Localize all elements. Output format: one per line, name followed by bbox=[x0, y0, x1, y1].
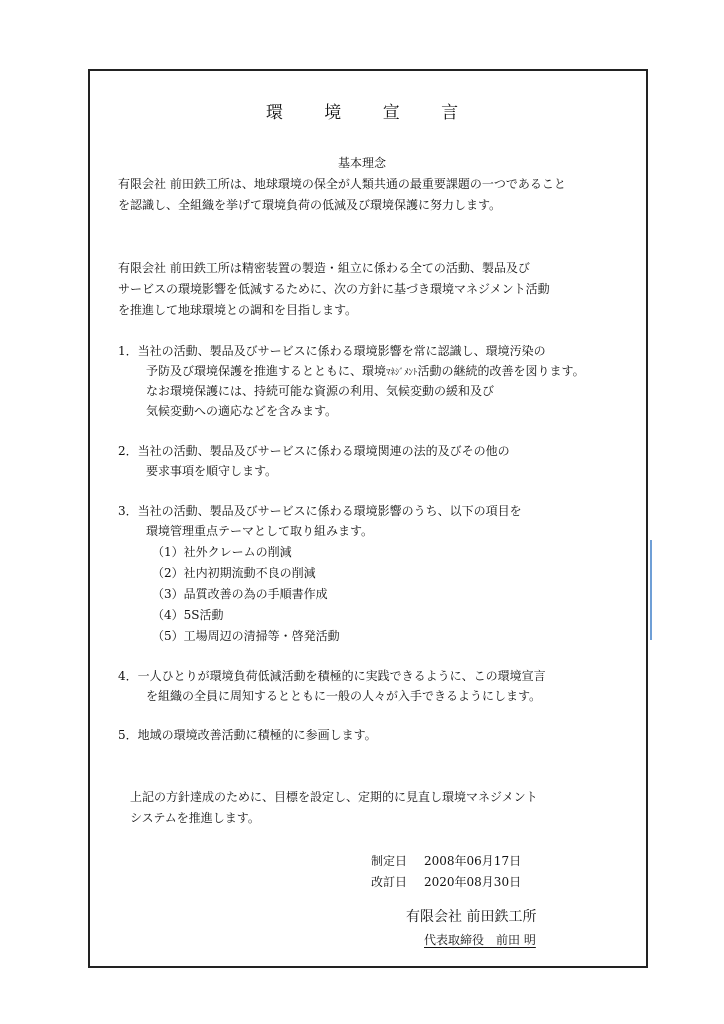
policy-item-1-text: 予防及び環境保護を推進するとともに、環境 bbox=[146, 364, 387, 378]
policy-item-3-sub: （1）社外クレームの削減 bbox=[152, 545, 292, 559]
policy-item-3-line: 3．当社の活動、製品及びサービスに係わる環境影響のうち、以下の項目を bbox=[118, 504, 522, 518]
policy-item-4-line: 4．一人ひとりが環境負荷低減活動を積極的に実践できるように、この環境宣言 bbox=[118, 669, 546, 683]
policy-item-1-line: なお環境保護には、持続可能な資源の利用、気候変動の緩和及び bbox=[146, 384, 495, 398]
policy-item-3-line: 環境管理重点テーマとして取り組みます。 bbox=[146, 524, 374, 538]
margin-accent-line bbox=[650, 540, 652, 640]
policy-item-1-text: 活動の継続的改善を図ります。 bbox=[417, 364, 585, 378]
revised-date-label: 改訂日 bbox=[371, 875, 408, 889]
policy-intro-line: サービスの環境影響を低減するために、次の方針に基づき環境マネジメント活動 bbox=[118, 282, 550, 296]
closing-line: 上記の方針達成のために、目標を設定し、定期的に見直し環境マネジメント bbox=[130, 790, 538, 804]
basic-philosophy-line: を認識し、全組織を挙げて環境負荷の低減及び環境保護に努力します。 bbox=[118, 198, 502, 212]
policy-item-3-sub: （5）工場周辺の清掃等・啓発活動 bbox=[152, 629, 340, 643]
basic-philosophy-line: 有限会社 前田鉄工所は、地球環境の保全が人類共通の最重要課題の一つであること bbox=[118, 177, 566, 191]
policy-item-1-line: 1．当社の活動、製品及びサービスに係わる環境影響を常に認識し、環境汚染の bbox=[118, 344, 546, 358]
policy-item-3-sub: （4）5S活動 bbox=[152, 608, 224, 622]
policy-intro-line: を推進して地球環境との調和を目指します。 bbox=[118, 303, 358, 317]
policy-item-4-line: を組織の全員に周知するとともに一般の人々が入手できるようにします。 bbox=[146, 689, 542, 703]
representative-name: 代表取締役 前田 明 bbox=[424, 933, 536, 947]
policy-item-2-line: 2．当社の活動、製品及びサービスに係わる環境関連の法的及びその他の bbox=[118, 444, 510, 458]
policy-item-1-line bbox=[146, 364, 585, 380]
closing-line: システムを推進します。 bbox=[130, 811, 260, 825]
policy-item-3-sub: （3）品質改善の為の手順書作成 bbox=[152, 587, 328, 601]
page-title: 環 境 宣 言 bbox=[265, 103, 477, 123]
established-date-label: 制定日 bbox=[371, 854, 408, 868]
policy-intro-line: 有限会社 前田鉄工所は精密装置の製造・組立に係わる全ての活動、製品及び bbox=[118, 261, 530, 275]
policy-item-1-line: 気候変動への適応などを含みます。 bbox=[146, 404, 338, 418]
policy-item-3-sub: （2）社内初期流動不良の削減 bbox=[152, 566, 316, 580]
revised-date-value: 2020年08月30日 bbox=[424, 875, 522, 889]
policy-item-1-narrow-text: ﾏﾈｼﾞﾒﾝﾄ bbox=[386, 368, 418, 378]
established-date-value: 2008年06月17日 bbox=[424, 854, 522, 868]
company-name: 有限会社 前田鉄工所 bbox=[406, 909, 537, 925]
policy-item-2-line: 要求事項を順守します。 bbox=[146, 464, 278, 478]
basic-philosophy-heading: 基本理念 bbox=[337, 156, 386, 170]
policy-item-5-line: 5．地域の環境改善活動に積極的に参画します。 bbox=[118, 728, 377, 742]
